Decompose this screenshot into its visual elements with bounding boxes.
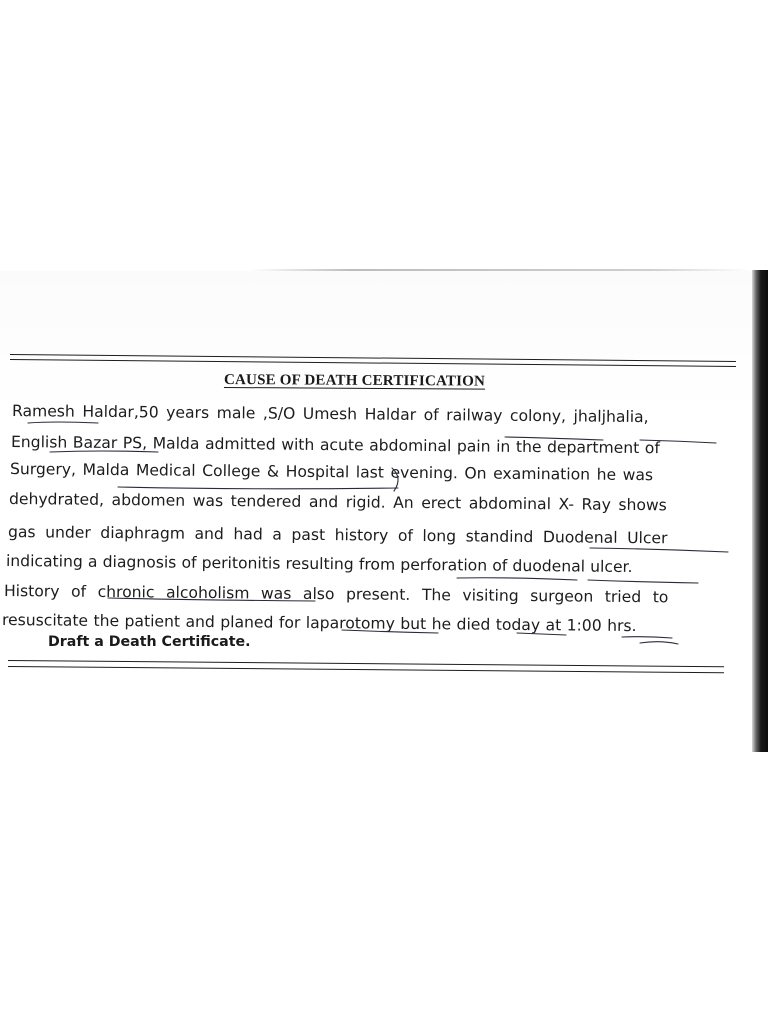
body-line-1: Ramesh Haldar,50 years male ,S/O Umesh Haldar of railway colony, jhaljhalia, xyxy=(11,402,649,427)
body-line-2: English Bazar PS, Malda admitted with acute abdominal pain in the department of xyxy=(10,433,660,458)
body-line-6: indicating a diagnosis of peritonitis resulting from perforation of duodenal ulcer. xyxy=(5,552,633,577)
body-line-3: Surgery, Malda Medical College & Hospital last evening. On examination he was xyxy=(9,460,654,485)
body-line-8: resuscitate the patient and planed for laparotomy but he died today at 1:00 hrs. xyxy=(1,611,637,636)
body-line-7: History of chronic alcoholism was also present. The visiting surgeon tried to xyxy=(3,582,669,607)
body-line-4: dehydrated, abdomen was tendered and rigid. An erect abdominal X- Ray shows xyxy=(8,490,667,515)
body-line-5: gas under diaphragm and had a past history of long standind Duodenal Ulcer xyxy=(7,523,668,548)
document-title: CAUSE OF DEATH CERTIFICATION xyxy=(223,372,486,390)
paper-right-shadow xyxy=(752,270,768,752)
paper-top-edge xyxy=(250,269,750,271)
task-instruction: Draft a Death Certificate. xyxy=(48,634,251,650)
